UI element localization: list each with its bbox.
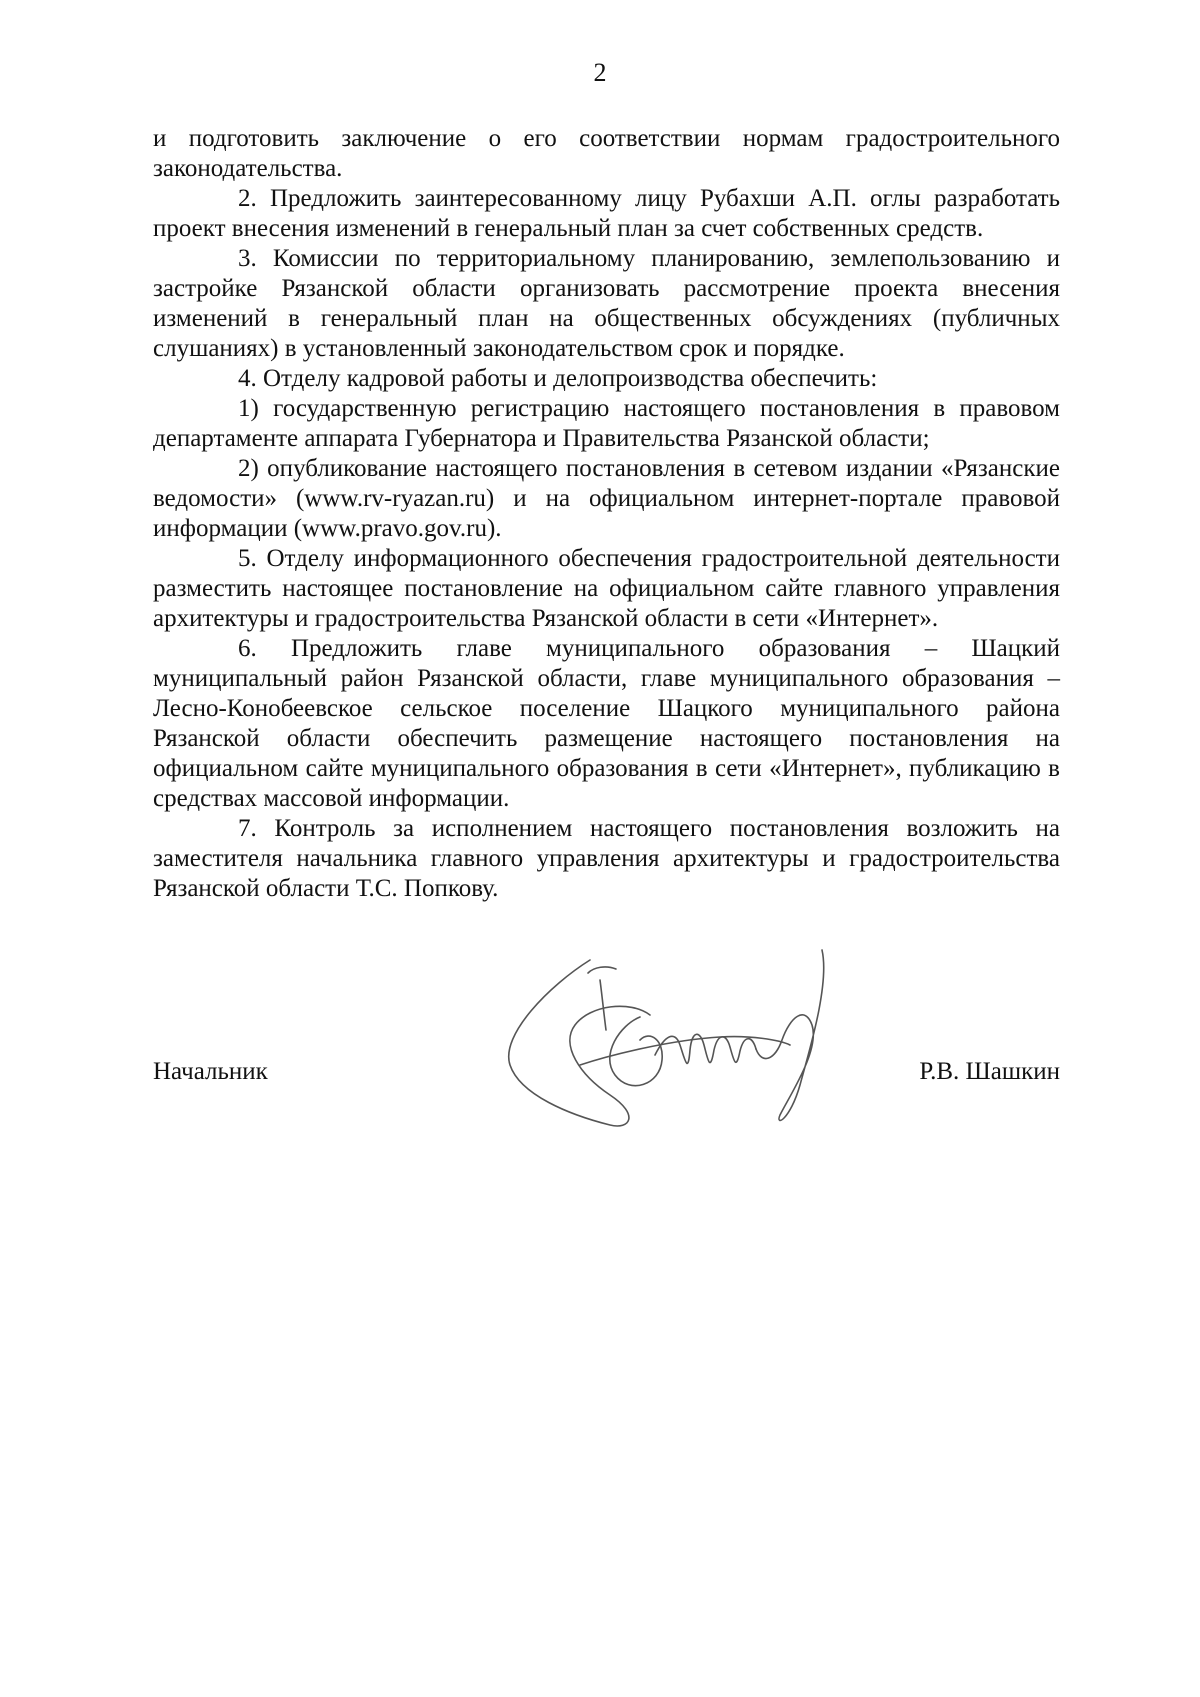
page-number: 2 (593, 58, 607, 87)
signer-name: Р.В. Шашкин (919, 1058, 1060, 1085)
paragraph-item-3: 3. Комиссии по территориальному планированию, землепользованию и застройке Рязанской области организовать рассмотрение проекта внесения изменений в генеральный план на общественных обсуждениях (публичных слушаниях) в установленный законодательством срок и порядке. (153, 245, 1060, 362)
signer-title: Начальник (153, 1058, 268, 1085)
document-body (153, 124, 1060, 904)
paragraph-continuation: и подготовить заключение о его соответствии нормам градостроительного законодательства. (153, 125, 1060, 182)
paragraph-subitem-4-2: 2) опубликование настоящего постановления в сетевом издании «Рязанские ведомости» (www.rv-ryazan.ru) и на официальном интернет-портале правовой информации (www.pravo.gov.ru). (153, 455, 1060, 542)
paragraph-item-6: 6. Предложить главе муниципального образования – Шацкий муниципальный район Рязанской области, главе муниципального образования – Лесно-Конобеевское сельское поселение Шацкого муниципального района Рязанской области обеспечить размещение настоящего постановления на официальном сайте муниципального образования в сети «Интернет», публикацию в средствах массовой информации. (153, 635, 1060, 812)
paragraph-item-2: 2. Предложить заинтересованному лицу Рубахши А.П. оглы разработать проект внесения изменений в генеральный план за счет собственных средств. (153, 185, 1060, 242)
paragraph-item-4: 4. Отделу кадровой работы и делопроизводства обеспечить: (238, 365, 878, 392)
paragraph-item-7: 7. Контроль за исполнением настоящего постановления возложить на заместителя начальника главного управления архитектуры и градостроительства Рязанской области Т.С. Попкову. (153, 815, 1060, 902)
paragraph-subitem-4-1: 1) государственную регистрацию настоящего постановления в правовом департаменте аппарата Губернатора и Правительства Рязанской области; (153, 395, 1060, 452)
handwritten-signature (490, 945, 850, 1170)
paragraph-item-5: 5. Отделу информационного обеспечения градостроительной деятельности разместить настоящее постановление на официальном сайте главного управления архитектуры и градостроительства Рязанской области в сети «Интернет». (153, 545, 1060, 632)
